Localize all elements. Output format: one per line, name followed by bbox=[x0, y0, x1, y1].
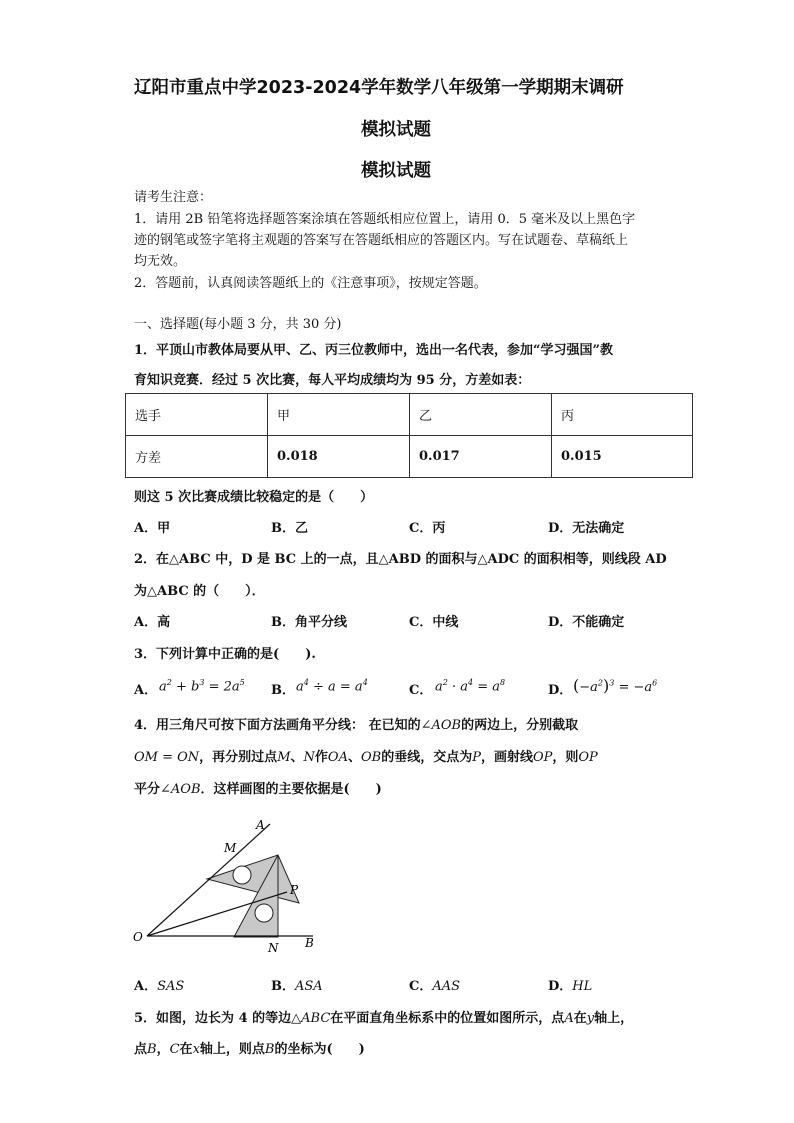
q1-option-b: B．乙 bbox=[271, 521, 308, 536]
q4-line-oa: OA bbox=[327, 750, 348, 765]
table-cell: 0.015 bbox=[552, 436, 693, 478]
q4-line3-pre: 平分 bbox=[134, 782, 161, 797]
page-subtitle: 模拟试题 bbox=[361, 120, 431, 140]
q5-text: 在 bbox=[573, 1011, 587, 1026]
q5-text: 的坐标为( ) bbox=[274, 1042, 365, 1057]
figure-label-a: A bbox=[256, 818, 265, 832]
q1-option-c: C．丙 bbox=[409, 521, 446, 536]
option-label: A． bbox=[134, 979, 158, 994]
figure-label-n: N bbox=[268, 941, 279, 955]
table-cell: 选手 bbox=[126, 394, 268, 436]
q4-angle-aob: ∠AOB bbox=[420, 718, 462, 733]
q2-option-b: B．角平分线 bbox=[271, 615, 347, 630]
option-value: HL bbox=[572, 979, 593, 994]
q5-triangle-abc: △ABC bbox=[291, 1011, 331, 1026]
option-value: ASA bbox=[295, 979, 323, 994]
notice-item1-line3: 均无效。 bbox=[134, 254, 187, 269]
q1-option-d: D．无法确定 bbox=[548, 521, 625, 536]
table-row bbox=[126, 394, 693, 436]
table-cell: 甲 bbox=[268, 394, 410, 436]
q3-option-d-label: D． bbox=[548, 683, 573, 698]
q5-text: 轴上，则点 bbox=[199, 1042, 265, 1057]
q3-option-a-label: A． bbox=[134, 683, 158, 698]
q5-text: 轴上， bbox=[594, 1011, 634, 1026]
q2-option-c: C．中线 bbox=[409, 615, 459, 630]
q4-line1-post: 的两边上，分别截取 bbox=[461, 718, 579, 733]
q4-text: 、 bbox=[347, 750, 361, 765]
q4-om-eq-on: OM = ON bbox=[134, 750, 200, 765]
option-label: D． bbox=[548, 979, 573, 994]
q4-angle-aob: ∠AOB bbox=[160, 782, 201, 797]
figure-label-b: B bbox=[305, 936, 314, 950]
q4-stem-line2 bbox=[134, 746, 598, 765]
option-value: AAS bbox=[432, 979, 461, 994]
angle-bisector-figure bbox=[125, 812, 335, 960]
q4-line3-post: ．这样画图的主要依据是( ) bbox=[200, 782, 382, 797]
q2-stem-line1: 2．在△ABC 中，D 是 BC 上的一点，且△ABD 的面积与△ADC 的面积相等，则线段 AD bbox=[134, 552, 667, 567]
table-cell: 0.018 bbox=[268, 436, 410, 478]
q5-text: 点 bbox=[134, 1042, 148, 1057]
q4-line-ob: OB bbox=[360, 750, 382, 765]
table-cell: 丙 bbox=[552, 394, 693, 436]
figure-label-p: P bbox=[290, 883, 299, 897]
q3-option-a-formula: $a^2 + b^3 = 2a^5$ bbox=[159, 678, 245, 695]
page-subtitle-repeat: 模拟试题 bbox=[361, 161, 431, 181]
q5-text: 在 bbox=[179, 1042, 193, 1057]
table-cell: 方差 bbox=[126, 436, 268, 478]
q4-option-b bbox=[271, 975, 323, 994]
notice-item2: 2．答题前，认真阅读答题纸上的《注意事项》，按规定答题。 bbox=[134, 276, 487, 291]
ruler-hole-2 bbox=[255, 904, 273, 922]
q1-ask: 则这 5 次比赛成绩比较稳定的是（ ） bbox=[134, 490, 374, 505]
q5-point-b: B bbox=[147, 1042, 157, 1057]
figure-label-m: M bbox=[224, 841, 237, 855]
table-cell: 0.017 bbox=[410, 436, 552, 478]
q5-text: ， bbox=[156, 1042, 170, 1057]
q5-y-axis: y bbox=[586, 1011, 595, 1026]
triangle-ruler-1 bbox=[207, 855, 299, 903]
q2-option-a: A．高 bbox=[134, 615, 171, 630]
page-title: 辽阳市重点中学2023-2024学年数学八年级第一学期期末调研 bbox=[134, 78, 624, 98]
q4-point-n: N bbox=[303, 750, 315, 765]
section-heading: 一、选择题(每小题 3 分，共 30 分) bbox=[134, 317, 342, 332]
q3-option-b-label: B． bbox=[271, 683, 295, 698]
q4-point-m: M bbox=[277, 750, 291, 765]
q1-stem-line2: 育知识竞赛．经过 5 次比赛，每人平均成绩均为 95 分，方差如表： bbox=[134, 373, 531, 388]
q3-option-c-label: C． bbox=[409, 683, 433, 698]
option-label: C． bbox=[409, 979, 433, 994]
q3-option-b-formula: $a^4 \div a = a^4$ bbox=[296, 678, 368, 695]
notice-item1-line1: 1．请用 2B 铅笔将选择题答案涂填在答题纸相应位置上，请用 0．5 毫米及以上黑色字 bbox=[134, 212, 636, 227]
q4-stem-line1 bbox=[134, 714, 578, 733]
q5-point-c: C bbox=[169, 1042, 180, 1057]
q5-text: 5．如图，边长为 4 的等边 bbox=[134, 1011, 292, 1026]
q1-stem-line1: 1．平顶山市教体局要从甲、乙、丙三位教师中，选出一名代表，参加“学习强国”教 bbox=[134, 343, 614, 358]
notice-item1-line2: 迹的钢笔或签字笔将主观题的答案写在答题纸相应的答题区内。写在试题卷、草稿纸上 bbox=[134, 233, 629, 248]
q4-option-c bbox=[409, 975, 460, 994]
option-label: B． bbox=[271, 979, 295, 994]
q4-ray-op: OP bbox=[532, 750, 553, 765]
q4-option-a bbox=[134, 975, 184, 994]
table-cell: 乙 bbox=[410, 394, 552, 436]
q4-text: 作 bbox=[314, 750, 328, 765]
notice-heading: 请考生注意： bbox=[134, 190, 213, 205]
table-row bbox=[126, 436, 693, 478]
figure-label-o: O bbox=[133, 930, 143, 944]
q5-text: 在平面直角坐标系中的位置如图所示，点 bbox=[330, 1011, 565, 1026]
q3-stem: 3．下列计算中正确的是( ). bbox=[134, 647, 316, 662]
q4-text: ，再分别过点 bbox=[199, 750, 278, 765]
q2-option-d: D．不能确定 bbox=[548, 615, 625, 630]
q2-stem-line2: 为△ABC 的（ ）． bbox=[134, 584, 265, 599]
q4-text: 的垂线，交点为 bbox=[381, 750, 473, 765]
q5-stem-line2 bbox=[134, 1038, 365, 1057]
q5-point-b: B bbox=[264, 1042, 275, 1057]
q3-option-d-formula: $(-a^2)^3 = -a^6$ bbox=[573, 676, 658, 695]
q4-text: ，画射线 bbox=[480, 750, 533, 765]
q3-option-c-formula: $a^2 \cdot a^4 = a^8$ bbox=[435, 678, 506, 695]
q5-point-a: A bbox=[564, 1011, 574, 1026]
q4-point-p: P bbox=[472, 750, 481, 765]
q4-stem-line3 bbox=[134, 778, 382, 797]
q4-ray-op: OP bbox=[578, 750, 598, 765]
q4-option-d bbox=[548, 975, 592, 994]
variance-table bbox=[125, 393, 693, 478]
q4-text: ，则 bbox=[552, 750, 579, 765]
q4-text: 、 bbox=[290, 750, 304, 765]
q4-line1-pre: 4．用三角尺可按下面方法画角平分线： 在已知的 bbox=[134, 718, 421, 733]
q1-option-a: A．甲 bbox=[134, 521, 171, 536]
ruler-hole-1 bbox=[233, 866, 251, 884]
option-value: SAS bbox=[157, 979, 185, 994]
q5-stem-line1 bbox=[134, 1007, 633, 1026]
q5-x-axis: x bbox=[192, 1042, 200, 1057]
